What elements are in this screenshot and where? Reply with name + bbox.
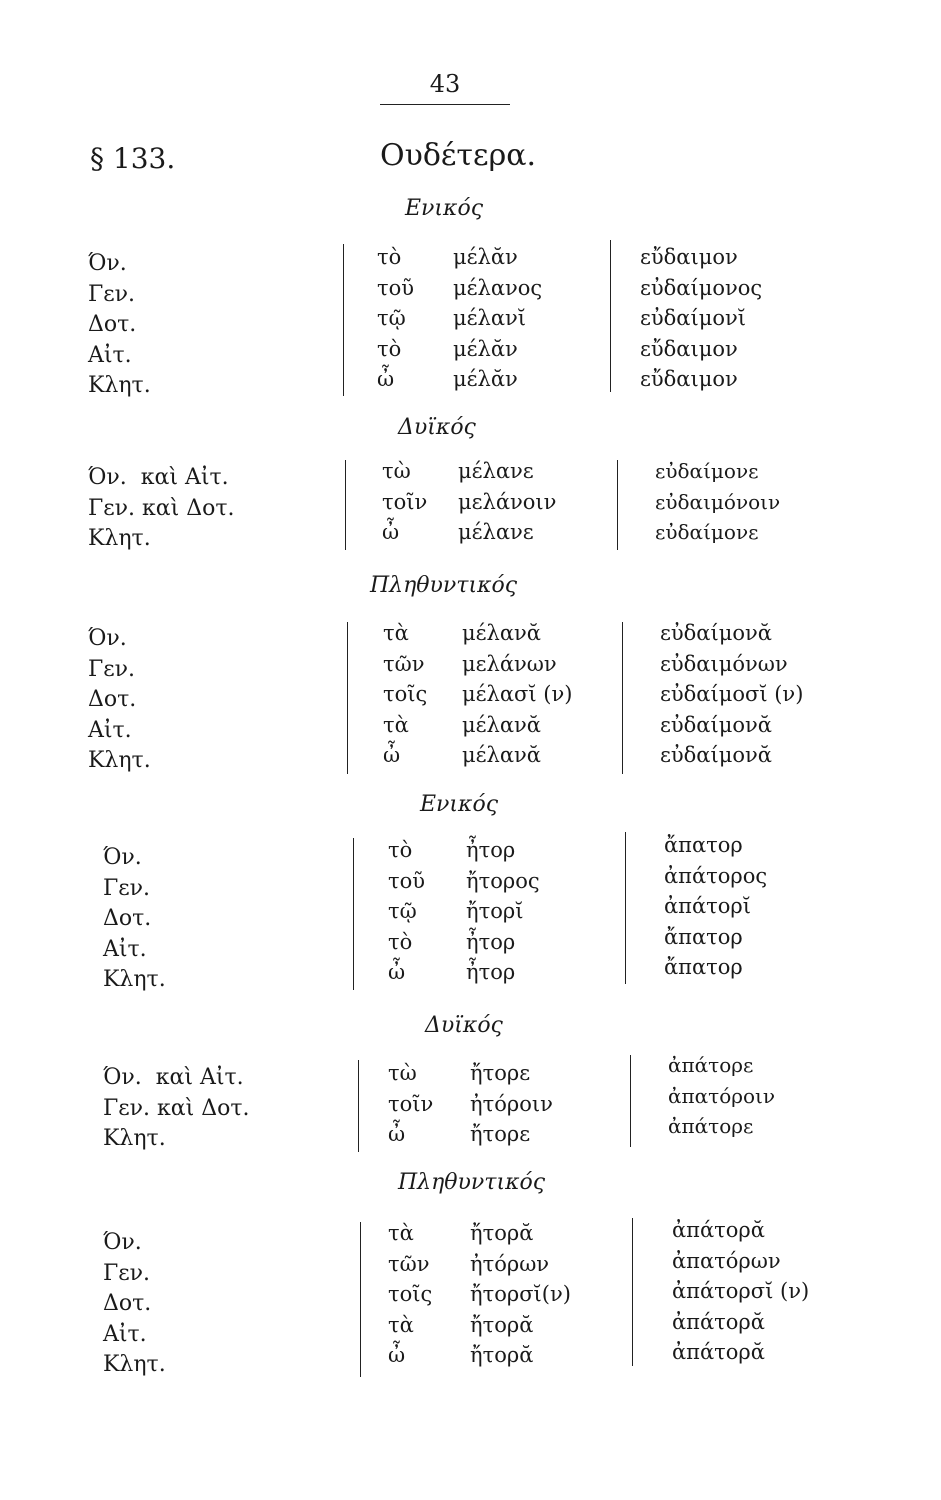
section-title: Ουδέτερα. <box>380 138 537 173</box>
case-label: Δοτ. <box>88 687 137 712</box>
form: μελάνων <box>462 651 557 676</box>
page-number: 43 <box>429 70 461 98</box>
form: ἤτορᾰ <box>470 1221 534 1245</box>
case-label: Γεν. <box>88 281 136 307</box>
form: ἀπάτορῐ <box>664 894 752 918</box>
article: τὼ <box>388 1061 417 1085</box>
case-labels <box>88 249 151 402</box>
article-column <box>388 1058 433 1150</box>
case-label: Όν. <box>103 845 142 870</box>
article: ὦ <box>388 1343 406 1367</box>
form: μέλανᾰ <box>462 712 541 737</box>
case-label: Γεν. <box>88 656 136 682</box>
article: τὸ <box>377 245 402 269</box>
article-column <box>388 835 425 988</box>
form: ἀπάτορᾰ <box>672 1218 765 1242</box>
case-label: Αἰτ. <box>103 1321 147 1347</box>
form: εὐδαίμονᾰ <box>660 743 772 767</box>
case-label: Κλητ. <box>88 526 151 551</box>
case-label: Κλητ. <box>88 748 151 773</box>
case-label: Όν. <box>103 1230 142 1255</box>
block-heading: Ενικός <box>405 196 484 221</box>
form: ἀπάτορσῐ (ν) <box>672 1279 810 1303</box>
block-heading: Ενικός <box>420 792 499 817</box>
form-column <box>470 1218 571 1371</box>
case-label: Γεν. <box>103 875 151 901</box>
article-column <box>382 456 427 548</box>
form: μέλανᾰ <box>462 743 541 767</box>
form: μέλασῐ (ν) <box>462 682 573 706</box>
case-labels <box>88 463 235 555</box>
form: ἤτορῐ <box>466 899 524 923</box>
case-label: Όν. <box>88 251 127 276</box>
case-label: Κλητ. <box>103 1126 166 1151</box>
article: τὼ <box>382 459 411 483</box>
form: μέλανε <box>458 459 534 483</box>
form: εὐδαίμονε <box>655 459 759 483</box>
form: ἤτορᾰ <box>470 1343 534 1367</box>
form: ἄπατορ <box>664 955 743 979</box>
page-number-rule <box>380 104 510 105</box>
case-label: Αἰτ. <box>88 342 132 368</box>
form-column <box>453 242 542 395</box>
case-labels <box>103 1063 250 1155</box>
column-divider <box>343 244 344 396</box>
article: τοῦ <box>377 275 415 300</box>
column-divider <box>632 1218 633 1366</box>
form: ἤτορσῐ(ν) <box>470 1282 571 1306</box>
form: εὐδαίμονᾰ <box>660 712 772 737</box>
form: ἀπάτορε <box>668 1053 754 1077</box>
article: τῶν <box>383 651 425 676</box>
form: ἠτόρων <box>470 1251 550 1276</box>
case-label: Όν. καὶ Αἰτ. <box>103 1065 244 1090</box>
case-label: Αἰτ. <box>103 936 147 962</box>
article: τῷ <box>388 899 417 923</box>
case-label: Δοτ. <box>103 1291 152 1316</box>
article: τῷ <box>377 306 406 330</box>
case-label: Δοτ. <box>103 906 152 931</box>
case-label: Γεν. <box>103 1260 151 1286</box>
form: εὐδαιμόνων <box>660 651 788 676</box>
column-divider <box>617 460 618 550</box>
form-column <box>470 1058 553 1150</box>
form: μέλανος <box>453 275 543 300</box>
form: μέλᾰν <box>453 367 518 391</box>
form-column <box>466 835 540 988</box>
article: τοῦ <box>388 868 426 893</box>
form: μέλανῐ <box>453 306 527 330</box>
form: μέλᾰν <box>453 336 518 361</box>
form: ἤτορᾰ <box>470 1312 534 1337</box>
form: ἀπάτορᾰ <box>672 1340 765 1364</box>
article-column <box>377 242 414 395</box>
block-heading: Πληθυντικός <box>370 573 518 598</box>
case-labels <box>103 843 166 996</box>
form-column <box>462 618 572 771</box>
case-labels <box>103 1228 166 1381</box>
form: μέλανᾰ <box>462 621 541 645</box>
form: εὔδαιμον <box>640 336 738 361</box>
form: εὐδαίμονῐ <box>640 306 746 330</box>
form: εὐδαίμονᾰ <box>660 621 772 645</box>
section-number: § 133. <box>90 142 176 175</box>
form: μέλανε <box>458 520 534 544</box>
article-column <box>388 1218 432 1371</box>
form: ἦτορ <box>466 960 516 984</box>
case-label: Γεν. καὶ Δοτ. <box>88 495 235 521</box>
article: τοῖς <box>388 1282 433 1306</box>
form: ἠτόροιν <box>470 1091 553 1116</box>
form-column <box>664 830 767 983</box>
column-divider <box>353 838 354 990</box>
case-label: Αἰτ. <box>88 717 132 743</box>
form-column <box>640 242 762 395</box>
article: τὸ <box>377 336 402 361</box>
form-column <box>655 456 780 548</box>
form: ἄπατορ <box>664 833 743 857</box>
article: τῶν <box>388 1251 430 1276</box>
article-column <box>383 618 427 771</box>
column-divider <box>345 460 346 550</box>
column-divider <box>360 1222 361 1377</box>
article: τοῖς <box>383 682 428 706</box>
form: ἦτορ <box>466 838 516 862</box>
form: εὐδαιμόνοιν <box>655 489 781 514</box>
form: μέλᾰν <box>453 245 518 269</box>
form: ἤτορε <box>470 1122 531 1146</box>
form-column <box>458 456 556 548</box>
article: τοῖν <box>388 1091 434 1116</box>
case-label: Γεν. καὶ Δοτ. <box>103 1095 250 1121</box>
case-label: Δοτ. <box>88 312 137 337</box>
case-label: Όν. <box>88 626 127 651</box>
block-heading: Δυϊκός <box>425 1013 503 1038</box>
form: ἦτορ <box>466 929 516 954</box>
form: ἀπατόροιν <box>668 1083 776 1108</box>
article: τὸ <box>388 838 413 862</box>
article: ὦ <box>388 960 406 984</box>
article: τοῖν <box>382 489 428 514</box>
form-column <box>668 1050 775 1142</box>
article: ὦ <box>377 367 395 391</box>
article: τὰ <box>388 1221 414 1245</box>
form-column <box>660 618 803 771</box>
article: τὰ <box>383 712 409 737</box>
form: εὔδαιμον <box>640 245 738 269</box>
case-label: Όν. καὶ Αἰτ. <box>88 465 229 490</box>
article: ὦ <box>388 1122 406 1146</box>
article: τὸ <box>388 929 413 954</box>
form: ἀπατόρων <box>672 1248 781 1273</box>
case-label: Κλητ. <box>103 1352 166 1377</box>
form: ἀπάτορε <box>668 1114 754 1138</box>
article: ὦ <box>383 743 401 767</box>
column-divider <box>347 622 348 774</box>
block-heading: Δυϊκός <box>398 415 476 440</box>
case-label: Κλητ. <box>103 967 166 992</box>
article: τὰ <box>388 1312 414 1337</box>
form: εὐδαίμονος <box>640 275 763 300</box>
column-divider <box>622 622 623 774</box>
form: εὐδαίμονε <box>655 520 759 544</box>
form: εὐδαίμοσῐ (ν) <box>660 682 804 706</box>
block-heading: Πληθυντικός <box>398 1170 546 1195</box>
form: μελάνοιν <box>458 489 557 514</box>
column-divider <box>610 240 611 392</box>
form: εὔδαιμον <box>640 367 738 391</box>
case-labels <box>88 624 151 777</box>
column-divider <box>630 1055 631 1147</box>
form: ἀπάτορᾰ <box>672 1309 765 1334</box>
case-label: Κλητ. <box>88 373 151 398</box>
article: τὰ <box>383 621 409 645</box>
column-divider <box>358 1060 359 1152</box>
article: ὦ <box>382 520 400 544</box>
form: ἄπατορ <box>664 924 743 949</box>
form: ἤτορος <box>466 868 540 893</box>
form-column <box>672 1215 809 1368</box>
form: ἤτορε <box>470 1061 531 1085</box>
form: ἀπάτορος <box>664 863 768 888</box>
column-divider <box>625 832 626 984</box>
